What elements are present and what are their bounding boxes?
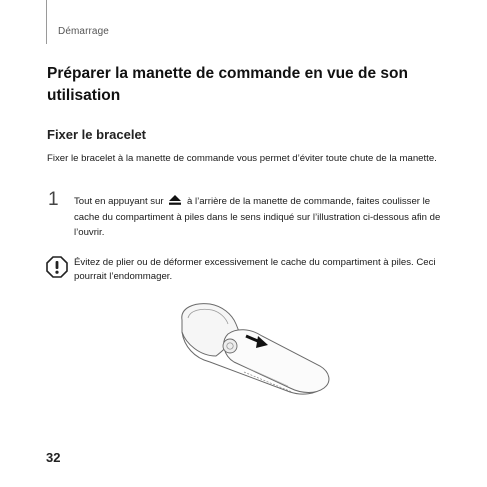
caution-icon (46, 256, 68, 278)
step-text (74, 194, 444, 241)
step-text-after-icon: à l’arrière de la manette de commande, faites coulisser le cache du compartiment à piles dans le sens indiqué sur l’illustration ci-dessous afin de l’ouvrir. (74, 196, 441, 238)
step-text-before-icon: Tout en appuyant sur (74, 196, 164, 207)
section-label: Démarrage (58, 26, 109, 37)
intro-paragraph: Fixer le bracelet à la manette de commande vous permet d’éviter toute chute de la manette. (47, 153, 437, 164)
eject-icon (168, 194, 182, 206)
page-number: 32 (46, 450, 61, 465)
subsection-heading: Fixer le bracelet (47, 127, 146, 142)
caution-text: Évitez de plier ou de déformer excessivement le cache du compartiment à piles. Ceci pourrait l’endommager. (74, 257, 436, 282)
header-divider (46, 0, 47, 44)
controller-battery-cover-illustration (170, 300, 336, 400)
page-title: Préparer la manette de commande en vue de son utilisation (47, 65, 408, 104)
step-number: 1 (48, 189, 59, 210)
